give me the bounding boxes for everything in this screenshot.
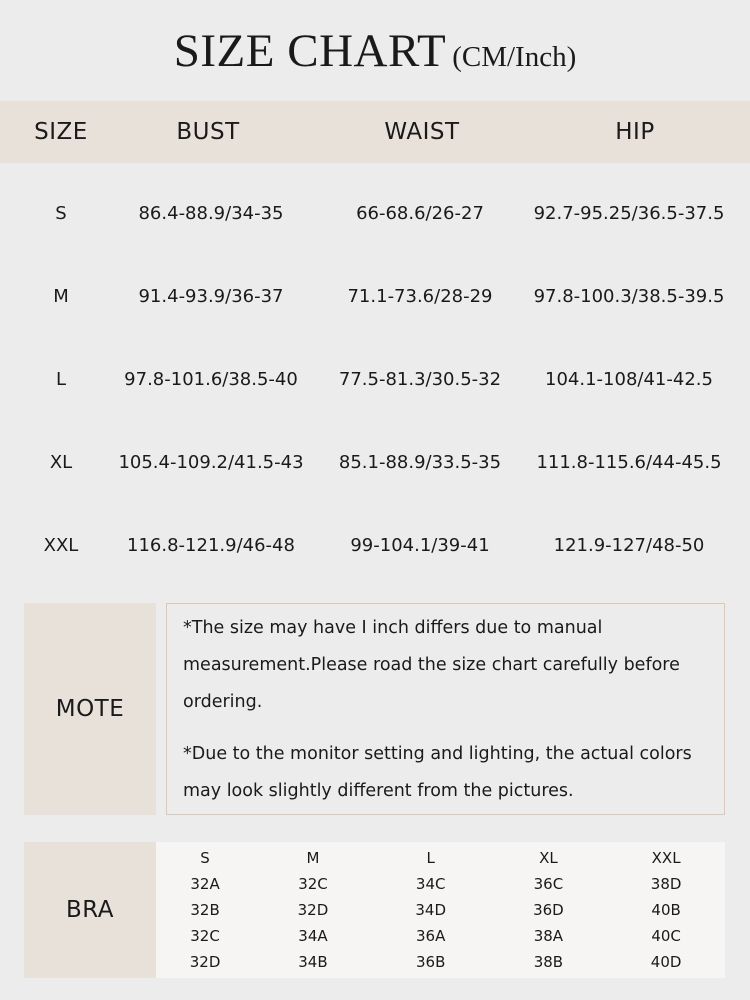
- bra-cell: 36B: [415, 953, 446, 971]
- bra-cell: 32C: [190, 927, 220, 945]
- title-unit: (CM/Inch): [452, 41, 577, 73]
- size-cell: L: [55, 369, 67, 390]
- bra-size-table: [156, 842, 725, 978]
- bra-row: [156, 871, 725, 897]
- bust-cell: 97.8-101.6/38.5-40: [124, 369, 298, 390]
- bra-cell: 32A: [190, 875, 220, 893]
- bust-cell: 105.4-109.2/41.5-43: [118, 452, 304, 473]
- title-main: SIZE CHART: [173, 25, 447, 77]
- size-cell: XXL: [43, 535, 79, 556]
- note-paragraph: *The size may have I inch differs due to manual measurement.Please road the size chart carefully before ordering.: [183, 618, 680, 712]
- note-label: MOTE: [24, 603, 156, 815]
- waist-cell: 71.1-73.6/28-29: [347, 286, 493, 307]
- page-title: [0, 24, 750, 78]
- bust-cell: 91.4-93.9/36-37: [138, 286, 284, 307]
- waist-cell: 66-68.6/26-27: [356, 203, 484, 224]
- bust-cell: 86.4-88.9/34-35: [138, 203, 284, 224]
- table-row: [0, 443, 750, 483]
- bra-cell: 36C: [533, 875, 564, 893]
- size-cell: XL: [49, 452, 73, 473]
- bra-cell: 38B: [533, 953, 564, 971]
- bra-cell: 34C: [415, 875, 446, 893]
- table-row: [0, 360, 750, 400]
- bra-cell: 32D: [297, 901, 329, 919]
- bra-row: [156, 923, 725, 949]
- bra-row: [156, 949, 725, 975]
- bra-header-cell: M: [306, 849, 320, 867]
- bra-header-cell: L: [426, 849, 435, 867]
- hip-cell: 111.8-115.6/44-45.5: [536, 452, 722, 473]
- bra-header-cell: XXL: [651, 849, 681, 867]
- size-cell: S: [55, 203, 67, 224]
- bra-row: [156, 897, 725, 923]
- waist-cell: 85.1-88.9/33.5-35: [338, 452, 502, 473]
- note-paragraph: *Due to the monitor setting and lighting, the actual colors may look slightly different from the pictures.: [183, 744, 692, 801]
- bra-cell: 36D: [533, 901, 564, 919]
- bra-cell: 34A: [298, 927, 328, 945]
- hip-cell: 104.1-108/41-42.5: [545, 369, 713, 390]
- table-row: [0, 277, 750, 317]
- header-size: SIZE: [34, 119, 88, 145]
- bra-cell: 32D: [189, 953, 221, 971]
- bra-cell: 34B: [298, 953, 328, 971]
- hip-cell: 121.9-127/48-50: [553, 535, 705, 556]
- table-row: [0, 526, 750, 566]
- bra-cell: 34D: [415, 901, 446, 919]
- waist-cell: 77.5-81.3/30.5-32: [338, 369, 502, 390]
- header-bust: BUST: [176, 119, 240, 145]
- table-row: [0, 194, 750, 234]
- note-box: [166, 603, 725, 815]
- bra-label: BRA: [24, 842, 156, 978]
- bra-cell: 36A: [416, 927, 446, 945]
- bra-cell: 38A: [533, 927, 564, 945]
- hip-cell: 92.7-95.25/36.5-37.5: [533, 203, 725, 224]
- bra-cell: 40C: [651, 927, 681, 945]
- size-cell: M: [53, 286, 69, 307]
- bust-cell: 116.8-121.9/46-48: [127, 535, 295, 556]
- bra-cell: 40D: [650, 953, 682, 971]
- bra-header-cell: XL: [539, 849, 558, 867]
- header-hip: HIP: [615, 119, 655, 145]
- hip-cell: 97.8-100.3/38.5-39.5: [533, 286, 725, 307]
- bra-cell: 32B: [190, 901, 220, 919]
- bra-header-cell: S: [200, 849, 210, 867]
- bra-cell: 32C: [298, 875, 328, 893]
- waist-cell: 99-104.1/39-41: [350, 535, 490, 556]
- header-waist: WAIST: [384, 119, 460, 145]
- bra-cell: 38D: [650, 875, 682, 893]
- size-table-header: [0, 101, 750, 163]
- bra-cell: 40B: [651, 901, 681, 919]
- bra-header-row: [156, 845, 725, 871]
